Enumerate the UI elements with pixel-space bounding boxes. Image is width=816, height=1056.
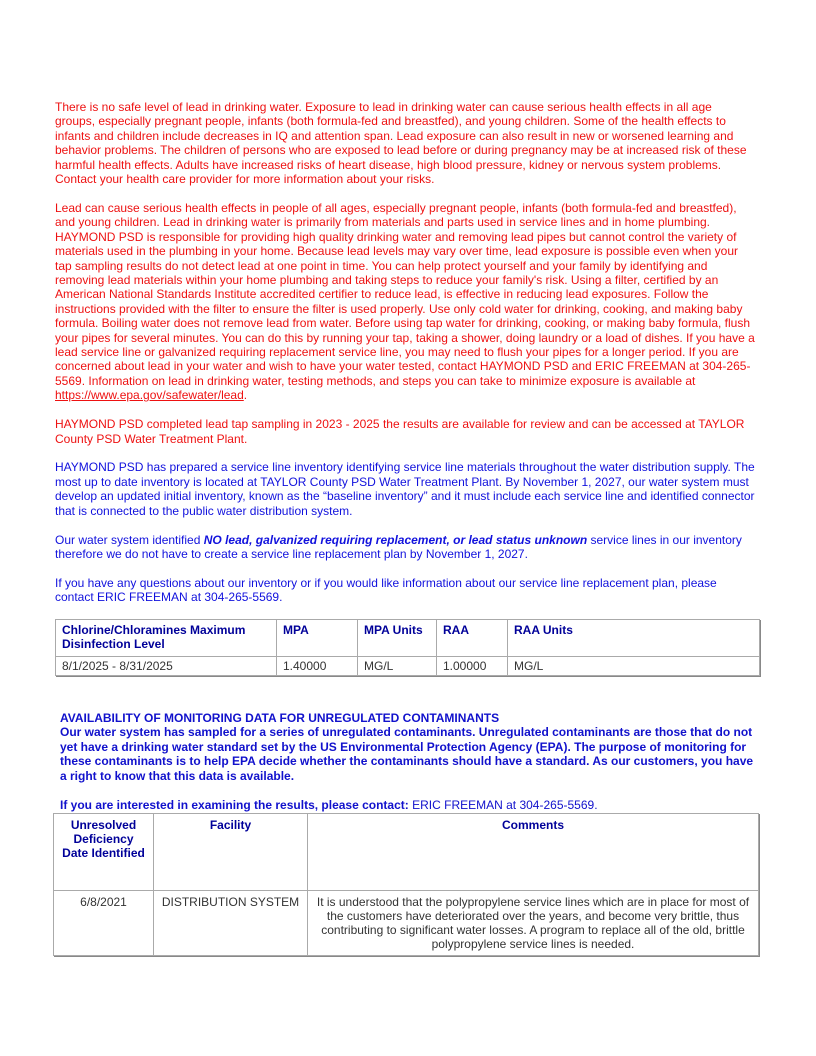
header-date-identified: Unresolved Deficiency Date Identified	[54, 814, 154, 891]
inventory-result-paragraph	[55, 533, 755, 562]
table-row	[56, 657, 760, 676]
header-raa: RAA	[437, 620, 508, 657]
table-header-row	[56, 620, 760, 657]
lead-sources-text: Lead can cause serious health effects in people of all ages, especially pregnant people, infants (both formula-fed and breastfed), and young children. Lead in drinking water is primarily from materials and parts used in service lines and in home plumbing. HAYMOND PSD is responsible for providing high quality drinking water and removing lead pipes but cannot control the variety of materials used in the plumbing in your home. Because lead levels may vary over time, lead exposure is possible even when your tap sampling results do not detect lead at one point in time. You can help protect yourself and your family by identifying and removing lead materials within your home plumbing and taking steps to reduce your family's risk. Using a filter, certified by an American National Standards Institute accredited certifier to reduce lead, is effective in reducing lead exposures. Follow the instructions provided with the filter to ensure the filter is used properly. Use only cold water for drinking, cooking, and making baby formula. Boiling water does not remove lead from water. Before using tap water for drinking, cooking, or making baby formula, flush your pipes for several minutes. You can do this by running your tap, taking a shower, doing laundry or a load of dishes. If you have a lead service line or galvanized requiring replacement service line, you may need to flush your pipes for a longer period. If you are concerned about lead in your water and wish to have your water tested, contact HAYMOND PSD and ERIC FREEMAN at 304-265-5569. Information on lead in drinking water, testing methods, and steps you can take to minimize exposure is available at	[55, 200, 755, 388]
monitoring-section	[60, 711, 760, 812]
cell-date: 6/8/2021	[54, 891, 154, 956]
monitoring-contact	[60, 798, 760, 812]
lead-sources-paragraph	[55, 201, 755, 403]
inventory-paragraph: HAYMOND PSD has prepared a service line inventory identifying service line materials throughout the water distribution supply. The most up to date inventory is located at TAYLOR County PSD Water Treatment Plant. By November 1, 2027, our water system must develop an updated initial inventory, known as the “baseline inventory” and it must include each service line and identified connector that is connected to the public water distribution system.	[55, 460, 755, 518]
header-disinfection-level: Chlorine/Chloramines Maximum Disinfection Level	[56, 620, 277, 657]
cell-mpa: 1.40000	[277, 657, 358, 676]
header-raa-units: RAA Units	[508, 620, 760, 657]
monitoring-contact-label: If you are interested in examining the results, please contact:	[60, 797, 413, 812]
cell-mpa-units: MG/L	[358, 657, 437, 676]
inventory-result-prefix: Our water system identified	[55, 532, 204, 547]
cell-facility: DISTRIBUTION SYSTEM	[154, 891, 308, 956]
cell-raa: 1.00000	[437, 657, 508, 676]
cell-period: 8/1/2025 - 8/31/2025	[56, 657, 277, 676]
inventory-result-suffix: service lines in our inventory therefore we do not have to create a service line replacement plan by November 1, 2027.	[55, 532, 742, 561]
monitoring-title: AVAILABILITY OF MONITORING DATA FOR UNREGULATED CONTAMINANTS	[60, 711, 500, 725]
header-mpa-units: MPA Units	[358, 620, 437, 657]
document-body	[55, 100, 755, 605]
deficiency-table	[53, 813, 759, 956]
period: .	[243, 388, 248, 403]
monitoring-contact-value: ERIC FREEMAN at 304-265-5569.	[412, 797, 598, 812]
table-header-row	[54, 814, 759, 891]
cell-raa-units: MG/L	[508, 657, 760, 676]
lead-health-effects-paragraph: There is no safe level of lead in drinking water. Exposure to lead in drinking water can cause serious health effects in all age groups, especially pregnant people, infants (both formula-fed and breastfed), and young children. Some of the health effects to infants and children include decreases in IQ and attention span. Lead exposure can also result in new or worsened learning and behavior problems. The children of persons who are exposed to lead before or during pregnancy may be at increased risk of these harmful health effects. Adults have increased risks of heart disease, high blood pressure, kidney or nervous system problems. Contact your health care provider for more information about your risks.	[55, 100, 747, 187]
monitoring-body: Our water system has sampled for a series of unregulated contaminants. Unregulated contaminants are those that do not yet have a drinking water standard set by the US Environmental Protection Agency (EPA). The purpose of monitoring for these contaminants is to help EPA decide whether the contaminants should have a standard. As our customers, you have a right to know that this data is available.	[60, 725, 754, 783]
cell-comments: It is understood that the polypropylene service lines which are in place for most of the customers have deteriorated over the years, and become very brittle, thus contributing to significant water losses. A program to replace all of the old, brittle polypropylene service lines is needed.	[308, 891, 759, 956]
header-mpa: MPA	[277, 620, 358, 657]
table-row	[54, 891, 759, 956]
inventory-contact-paragraph: If you have any questions about our inventory or if you would like information about our service line replacement plan, please contact ERIC FREEMAN at 304-265-5569.	[55, 575, 717, 605]
header-comments: Comments	[308, 814, 759, 891]
epa-lead-link[interactable]: https://www.epa.gov/safewater/lead	[55, 388, 244, 403]
lead-sampling-paragraph: HAYMOND PSD completed lead tap sampling in 2023 - 2025 the results are available for review and can be accessed at TAYLOR County PSD Water Treatment Plant.	[55, 417, 745, 446]
inventory-result-emphasis: NO lead, galvanized requiring replacement, or lead status unknown	[203, 532, 588, 547]
header-facility: Facility	[154, 814, 308, 891]
disinfection-level-table	[55, 619, 760, 676]
